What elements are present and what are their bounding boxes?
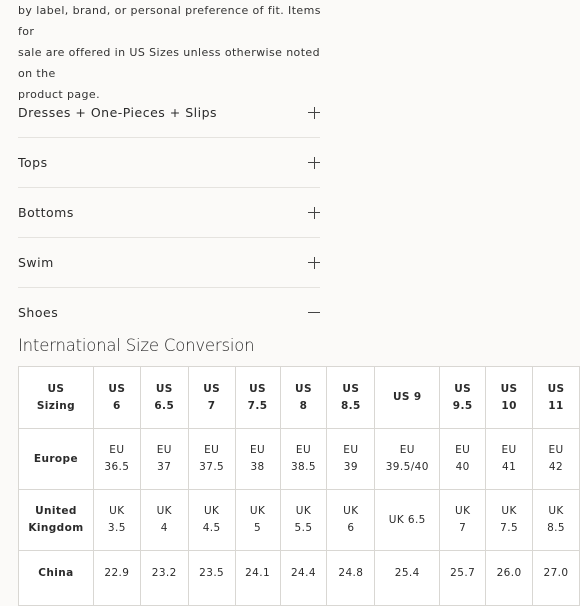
table-cell (375, 490, 440, 551)
accordion-label: Swim (18, 255, 54, 270)
cell-text: UK (109, 505, 125, 517)
table-cell (440, 429, 486, 490)
cell-text: US (203, 382, 221, 395)
cell-text: 8.5 (340, 399, 361, 412)
cell-text: 39 (343, 461, 358, 473)
cell-text: EU (156, 444, 172, 456)
table-cell (280, 551, 327, 606)
cell-text: 26.0 (496, 567, 522, 579)
header-cell (327, 367, 375, 429)
cell-text: 6 (113, 399, 121, 412)
accordion-item-shoes[interactable] (18, 288, 320, 337)
table-row (19, 429, 580, 490)
cell-text: US (295, 382, 312, 395)
row-header-cell (19, 551, 94, 606)
cell-text: EU (501, 444, 517, 456)
table-cell (140, 429, 188, 490)
cell-text: UK 6.5 (388, 513, 426, 526)
cell-text: 10 (501, 399, 517, 412)
header-cell (533, 367, 580, 429)
header-cell (140, 367, 188, 429)
cell-text: 37.5 (199, 461, 225, 473)
cell-text: UK (295, 505, 312, 517)
table-cell (375, 551, 440, 606)
table-cell (375, 429, 440, 490)
table-cell (93, 551, 140, 606)
cell-text: 41 (501, 461, 517, 473)
header-cell (486, 367, 533, 429)
cell-text: Europe (33, 452, 78, 465)
table-row (19, 490, 580, 551)
table-cell (486, 551, 533, 606)
table-cell (280, 490, 327, 551)
cell-text: 5 (254, 522, 262, 534)
cell-text: 6 (347, 522, 355, 534)
cell-text: Kingdom (28, 522, 84, 534)
cell-text: 25.7 (450, 567, 476, 579)
cell-text: 11 (548, 399, 564, 412)
cell-text: EU (548, 444, 564, 456)
header-cell (440, 367, 486, 429)
header-cell (235, 367, 280, 429)
intro-line: sale are offered in US Sizes unless otherwise noted on the (18, 46, 320, 80)
cell-text: 8 (299, 399, 308, 412)
cell-text: UK (249, 505, 266, 517)
cell-text: 42 (548, 461, 564, 473)
header-cell (280, 367, 327, 429)
table-cell (188, 490, 235, 551)
cell-text: China (38, 567, 74, 579)
cell-text: 7 (207, 399, 216, 412)
intro-line: by label, brand, or personal preference of fit. Items for (18, 4, 321, 38)
cell-text: UK (203, 505, 220, 517)
accordion-item-dresses[interactable] (18, 88, 320, 138)
cell-text: EU (109, 444, 125, 456)
header-cell (188, 367, 235, 429)
cell-text: 7 (459, 522, 467, 534)
table-cell (235, 429, 280, 490)
minus-icon[interactable] (308, 307, 320, 319)
table-cell (533, 429, 580, 490)
accordion-item-bottoms[interactable] (18, 188, 320, 238)
table-cell (440, 551, 486, 606)
cell-text: 36.5 (104, 461, 130, 473)
cell-text: 4 (160, 522, 168, 534)
cell-text: EU (250, 444, 266, 456)
table-cell (533, 551, 580, 606)
table-cell (235, 490, 280, 551)
plus-icon[interactable] (308, 107, 320, 119)
row-header-cell (19, 490, 94, 551)
cell-text: US 9 (392, 391, 422, 403)
intro-line: product page. (18, 88, 100, 101)
table-cell (93, 490, 140, 551)
table-cell (93, 429, 140, 490)
cell-text: US (47, 382, 65, 395)
cell-text: UK (454, 505, 471, 517)
cell-text: US (547, 382, 565, 395)
cell-text: 37 (157, 461, 172, 473)
cell-text: 7.5 (247, 399, 268, 412)
cell-text: US (249, 382, 266, 395)
cell-text: 23.2 (151, 567, 177, 579)
cell-text: 3.5 (107, 522, 126, 534)
cell-text: 39.5/40 (385, 461, 429, 473)
table-cell (235, 551, 280, 606)
accordion-item-swim[interactable] (18, 238, 320, 288)
table-cell (327, 490, 375, 551)
cell-text: UK (501, 505, 517, 517)
size-conversion-table (18, 366, 580, 606)
cell-text: 5.5 (294, 522, 313, 534)
plus-icon[interactable] (308, 157, 320, 169)
cell-text: 8.5 (547, 522, 565, 534)
cell-text: United (35, 505, 77, 517)
cell-text: US (342, 382, 360, 395)
cell-text: 9.5 (452, 399, 473, 412)
cell-text: UK (343, 505, 359, 517)
accordion-item-tops[interactable] (18, 138, 320, 188)
table-header-row (19, 367, 580, 429)
cell-text: 24.1 (245, 567, 271, 579)
cell-text: US (155, 382, 173, 395)
cell-text: 40 (455, 461, 470, 473)
table-cell (327, 429, 375, 490)
accordion-label: Shoes (18, 305, 59, 320)
cell-text: UK (548, 505, 564, 517)
plus-icon[interactable] (308, 207, 320, 219)
cell-text: US (500, 382, 518, 395)
plus-icon[interactable] (308, 257, 320, 269)
cell-text: 38.5 (290, 461, 316, 473)
cell-text: US (108, 382, 126, 395)
cell-text: UK (156, 505, 172, 517)
header-cell (93, 367, 140, 429)
cell-text: 23.5 (199, 567, 225, 579)
cell-text: 27.0 (543, 567, 569, 579)
cell-text: 6.5 (154, 399, 175, 412)
accordion-label: Tops (18, 155, 48, 170)
cell-text: EU (295, 444, 312, 456)
table-cell (280, 429, 327, 490)
cell-text: 25.4 (394, 567, 420, 579)
section-title: International Size Conversion (18, 336, 255, 355)
size-guide-accordion (18, 88, 320, 337)
row-header-cell (19, 429, 94, 490)
cell-text: EU (455, 444, 471, 456)
table-cell (486, 429, 533, 490)
table-cell (140, 551, 188, 606)
cell-text: 38 (250, 461, 265, 473)
cell-text: Sizing (36, 399, 76, 412)
cell-text: 4.5 (202, 522, 221, 534)
cell-text: 24.4 (290, 567, 316, 579)
table-cell (486, 490, 533, 551)
header-cell (19, 367, 94, 429)
cell-text: 7.5 (500, 522, 519, 534)
cell-text: EU (343, 444, 359, 456)
header-cell (375, 367, 440, 429)
table-cell (440, 490, 486, 551)
cell-text: EU (204, 444, 220, 456)
cell-text: US (454, 382, 472, 395)
cell-text: 24.8 (338, 567, 364, 579)
table-cell (140, 490, 188, 551)
table-row (19, 551, 580, 606)
table-cell (327, 551, 375, 606)
cell-text: 22.9 (104, 567, 130, 579)
cell-text: EU (399, 444, 415, 456)
table-cell (188, 429, 235, 490)
table-cell (533, 490, 580, 551)
table-cell (188, 551, 235, 606)
accordion-label: Bottoms (18, 205, 74, 220)
accordion-label: Dresses + One-Pieces + Slips (18, 105, 218, 120)
